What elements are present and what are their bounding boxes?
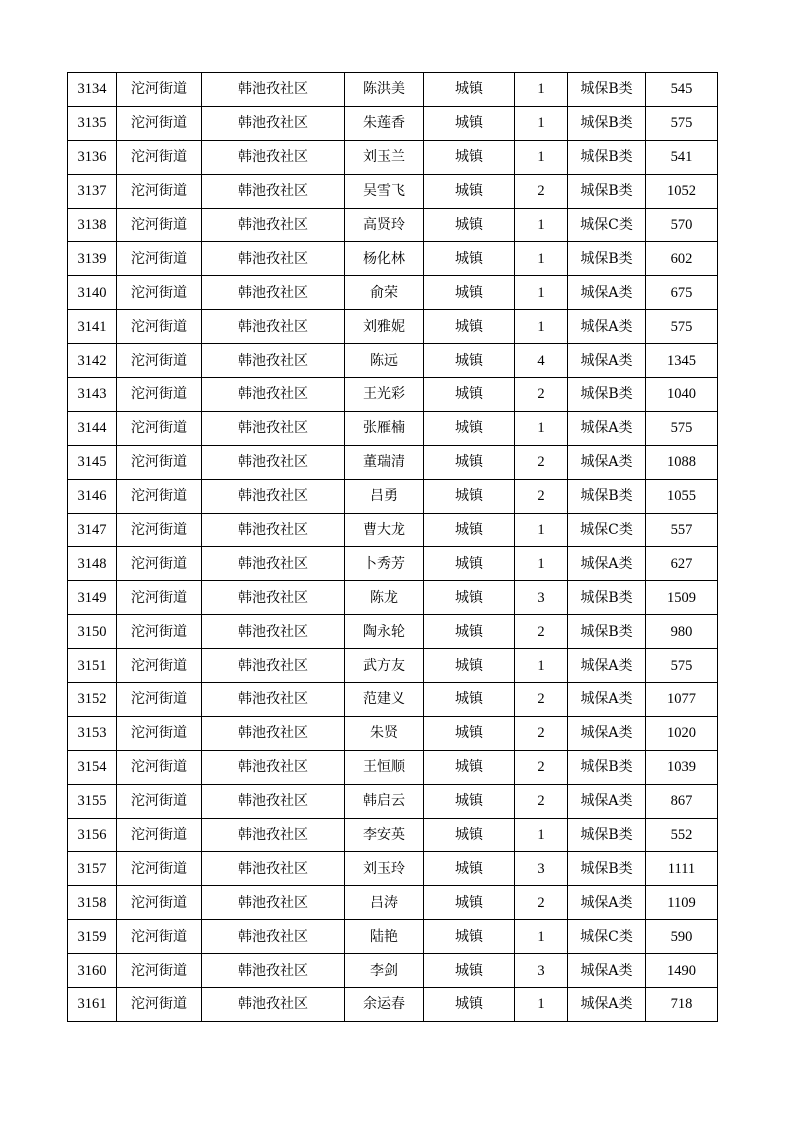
household-size-cell: 2 xyxy=(515,683,568,717)
subdistrict-cell: 沱河街道 xyxy=(117,208,202,242)
name-cell: 陆艳 xyxy=(345,920,424,954)
community-cell: 韩池孜社区 xyxy=(202,818,345,852)
insurance-category-cell: 城保B类 xyxy=(568,615,646,649)
amount-cell: 545 xyxy=(646,73,718,107)
table-row xyxy=(68,988,718,1022)
amount-cell: 867 xyxy=(646,784,718,818)
household-type-cell: 城镇 xyxy=(424,988,515,1022)
household-type-cell: 城镇 xyxy=(424,615,515,649)
amount-cell: 1509 xyxy=(646,581,718,615)
household-type-cell: 城镇 xyxy=(424,750,515,784)
household-size-cell: 2 xyxy=(515,716,568,750)
name-cell: 韩启云 xyxy=(345,784,424,818)
amount-cell: 1088 xyxy=(646,445,718,479)
household-size-cell: 1 xyxy=(515,106,568,140)
table-row xyxy=(68,140,718,174)
table-row xyxy=(68,513,718,547)
amount-cell: 552 xyxy=(646,818,718,852)
insurance-category-cell: 城保A类 xyxy=(568,310,646,344)
subdistrict-cell: 沱河街道 xyxy=(117,513,202,547)
amount-cell: 1077 xyxy=(646,683,718,717)
community-cell: 韩池孜社区 xyxy=(202,106,345,140)
household-type-cell: 城镇 xyxy=(424,886,515,920)
table-row xyxy=(68,954,718,988)
subdistrict-cell: 沱河街道 xyxy=(117,310,202,344)
household-size-cell: 1 xyxy=(515,310,568,344)
community-cell: 韩池孜社区 xyxy=(202,716,345,750)
household-type-cell: 城镇 xyxy=(424,344,515,378)
serial-number-cell: 3151 xyxy=(68,649,117,683)
insurance-category-cell: 城保A类 xyxy=(568,784,646,818)
subdistrict-cell: 沱河街道 xyxy=(117,140,202,174)
table-row xyxy=(68,920,718,954)
insurance-category-cell: 城保A类 xyxy=(568,886,646,920)
community-cell: 韩池孜社区 xyxy=(202,547,345,581)
insurance-category-cell: 城保B类 xyxy=(568,106,646,140)
serial-number-cell: 3154 xyxy=(68,750,117,784)
household-type-cell: 城镇 xyxy=(424,140,515,174)
name-cell: 俞荣 xyxy=(345,276,424,310)
insurance-category-cell: 城保C类 xyxy=(568,920,646,954)
community-cell: 韩池孜社区 xyxy=(202,378,345,412)
name-cell: 刘雅妮 xyxy=(345,310,424,344)
serial-number-cell: 3150 xyxy=(68,615,117,649)
household-type-cell: 城镇 xyxy=(424,818,515,852)
serial-number-cell: 3159 xyxy=(68,920,117,954)
amount-cell: 675 xyxy=(646,276,718,310)
serial-number-cell: 3142 xyxy=(68,344,117,378)
insurance-category-cell: 城保A类 xyxy=(568,344,646,378)
insurance-category-cell: 城保B类 xyxy=(568,242,646,276)
insurance-category-cell: 城保C类 xyxy=(568,513,646,547)
household-type-cell: 城镇 xyxy=(424,581,515,615)
subdistrict-cell: 沱河街道 xyxy=(117,242,202,276)
subdistrict-cell: 沱河街道 xyxy=(117,784,202,818)
table-row xyxy=(68,411,718,445)
community-cell: 韩池孜社区 xyxy=(202,242,345,276)
insurance-category-cell: 城保A类 xyxy=(568,547,646,581)
household-type-cell: 城镇 xyxy=(424,547,515,581)
table-row xyxy=(68,378,718,412)
household-type-cell: 城镇 xyxy=(424,174,515,208)
community-cell: 韩池孜社区 xyxy=(202,73,345,107)
serial-number-cell: 3137 xyxy=(68,174,117,208)
name-cell: 吕勇 xyxy=(345,479,424,513)
insurance-category-cell: 城保C类 xyxy=(568,208,646,242)
community-cell: 韩池孜社区 xyxy=(202,411,345,445)
insurance-category-cell: 城保A类 xyxy=(568,683,646,717)
community-cell: 韩池孜社区 xyxy=(202,886,345,920)
subdistrict-cell: 沱河街道 xyxy=(117,581,202,615)
household-size-cell: 1 xyxy=(515,73,568,107)
serial-number-cell: 3134 xyxy=(68,73,117,107)
serial-number-cell: 3139 xyxy=(68,242,117,276)
table-row xyxy=(68,649,718,683)
table-row xyxy=(68,73,718,107)
household-type-cell: 城镇 xyxy=(424,378,515,412)
insurance-category-cell: 城保A类 xyxy=(568,445,646,479)
insurance-category-cell: 城保B类 xyxy=(568,750,646,784)
serial-number-cell: 3158 xyxy=(68,886,117,920)
serial-number-cell: 3146 xyxy=(68,479,117,513)
subdistrict-cell: 沱河街道 xyxy=(117,106,202,140)
table-body xyxy=(68,73,718,1022)
serial-number-cell: 3156 xyxy=(68,818,117,852)
table-row xyxy=(68,479,718,513)
table-row xyxy=(68,581,718,615)
insurance-category-cell: 城保A类 xyxy=(568,988,646,1022)
insurance-category-cell: 城保A类 xyxy=(568,649,646,683)
table-row xyxy=(68,818,718,852)
serial-number-cell: 3143 xyxy=(68,378,117,412)
subdistrict-cell: 沱河街道 xyxy=(117,547,202,581)
household-type-cell: 城镇 xyxy=(424,73,515,107)
amount-cell: 1052 xyxy=(646,174,718,208)
subdistrict-cell: 沱河街道 xyxy=(117,988,202,1022)
name-cell: 朱莲香 xyxy=(345,106,424,140)
table-row xyxy=(68,445,718,479)
name-cell: 余运春 xyxy=(345,988,424,1022)
subdistrict-cell: 沱河街道 xyxy=(117,378,202,412)
community-cell: 韩池孜社区 xyxy=(202,208,345,242)
subdistrict-cell: 沱河街道 xyxy=(117,174,202,208)
name-cell: 陶永轮 xyxy=(345,615,424,649)
community-cell: 韩池孜社区 xyxy=(202,852,345,886)
table-row xyxy=(68,208,718,242)
community-cell: 韩池孜社区 xyxy=(202,615,345,649)
table-row xyxy=(68,547,718,581)
insurance-category-cell: 城保B类 xyxy=(568,852,646,886)
household-size-cell: 1 xyxy=(515,411,568,445)
amount-cell: 980 xyxy=(646,615,718,649)
community-cell: 韩池孜社区 xyxy=(202,954,345,988)
amount-cell: 1039 xyxy=(646,750,718,784)
household-size-cell: 4 xyxy=(515,344,568,378)
amount-cell: 1055 xyxy=(646,479,718,513)
household-size-cell: 1 xyxy=(515,513,568,547)
subdistrict-cell: 沱河街道 xyxy=(117,73,202,107)
amount-cell: 575 xyxy=(646,649,718,683)
community-cell: 韩池孜社区 xyxy=(202,445,345,479)
household-size-cell: 3 xyxy=(515,852,568,886)
subdistrict-cell: 沱河街道 xyxy=(117,852,202,886)
insurance-category-cell: 城保A类 xyxy=(568,954,646,988)
insurance-category-cell: 城保B类 xyxy=(568,73,646,107)
household-size-cell: 1 xyxy=(515,920,568,954)
amount-cell: 590 xyxy=(646,920,718,954)
serial-number-cell: 3141 xyxy=(68,310,117,344)
household-type-cell: 城镇 xyxy=(424,411,515,445)
household-size-cell: 2 xyxy=(515,174,568,208)
insurance-category-cell: 城保A类 xyxy=(568,411,646,445)
subdistrict-cell: 沱河街道 xyxy=(117,683,202,717)
household-type-cell: 城镇 xyxy=(424,954,515,988)
name-cell: 范建义 xyxy=(345,683,424,717)
serial-number-cell: 3147 xyxy=(68,513,117,547)
household-size-cell: 2 xyxy=(515,784,568,818)
table-row xyxy=(68,615,718,649)
household-type-cell: 城镇 xyxy=(424,649,515,683)
name-cell: 刘玉玲 xyxy=(345,852,424,886)
subdistrict-cell: 沱河街道 xyxy=(117,445,202,479)
name-cell: 吴雪飞 xyxy=(345,174,424,208)
table-row xyxy=(68,784,718,818)
name-cell: 卜秀芳 xyxy=(345,547,424,581)
household-type-cell: 城镇 xyxy=(424,513,515,547)
subdistrict-cell: 沱河街道 xyxy=(117,411,202,445)
serial-number-cell: 3135 xyxy=(68,106,117,140)
insurance-category-cell: 城保B类 xyxy=(568,174,646,208)
name-cell: 李安英 xyxy=(345,818,424,852)
name-cell: 陈龙 xyxy=(345,581,424,615)
household-type-cell: 城镇 xyxy=(424,479,515,513)
name-cell: 李剑 xyxy=(345,954,424,988)
name-cell: 吕涛 xyxy=(345,886,424,920)
amount-cell: 541 xyxy=(646,140,718,174)
subdistrict-cell: 沱河街道 xyxy=(117,954,202,988)
serial-number-cell: 3140 xyxy=(68,276,117,310)
serial-number-cell: 3153 xyxy=(68,716,117,750)
table-row xyxy=(68,750,718,784)
name-cell: 陈远 xyxy=(345,344,424,378)
subdistrict-cell: 沱河街道 xyxy=(117,615,202,649)
insurance-category-cell: 城保A类 xyxy=(568,276,646,310)
community-cell: 韩池孜社区 xyxy=(202,344,345,378)
household-type-cell: 城镇 xyxy=(424,852,515,886)
serial-number-cell: 3161 xyxy=(68,988,117,1022)
community-cell: 韩池孜社区 xyxy=(202,784,345,818)
amount-cell: 1020 xyxy=(646,716,718,750)
household-size-cell: 2 xyxy=(515,886,568,920)
subdistrict-cell: 沱河街道 xyxy=(117,649,202,683)
amount-cell: 557 xyxy=(646,513,718,547)
serial-number-cell: 3148 xyxy=(68,547,117,581)
name-cell: 高贤玲 xyxy=(345,208,424,242)
household-size-cell: 2 xyxy=(515,378,568,412)
name-cell: 张雁楠 xyxy=(345,411,424,445)
table-row xyxy=(68,242,718,276)
household-type-cell: 城镇 xyxy=(424,920,515,954)
household-size-cell: 3 xyxy=(515,581,568,615)
community-cell: 韩池孜社区 xyxy=(202,683,345,717)
name-cell: 杨化林 xyxy=(345,242,424,276)
serial-number-cell: 3149 xyxy=(68,581,117,615)
household-size-cell: 1 xyxy=(515,649,568,683)
subdistrict-cell: 沱河街道 xyxy=(117,750,202,784)
table-row xyxy=(68,174,718,208)
household-type-cell: 城镇 xyxy=(424,276,515,310)
insurance-category-cell: 城保B类 xyxy=(568,140,646,174)
household-size-cell: 1 xyxy=(515,242,568,276)
name-cell: 曹大龙 xyxy=(345,513,424,547)
serial-number-cell: 3155 xyxy=(68,784,117,818)
amount-cell: 602 xyxy=(646,242,718,276)
table-row xyxy=(68,852,718,886)
serial-number-cell: 3144 xyxy=(68,411,117,445)
community-cell: 韩池孜社区 xyxy=(202,750,345,784)
household-type-cell: 城镇 xyxy=(424,242,515,276)
serial-number-cell: 3136 xyxy=(68,140,117,174)
community-cell: 韩池孜社区 xyxy=(202,174,345,208)
data-table xyxy=(67,72,718,1022)
household-size-cell: 2 xyxy=(515,750,568,784)
community-cell: 韩池孜社区 xyxy=(202,513,345,547)
name-cell: 王光彩 xyxy=(345,378,424,412)
community-cell: 韩池孜社区 xyxy=(202,988,345,1022)
household-size-cell: 1 xyxy=(515,276,568,310)
amount-cell: 627 xyxy=(646,547,718,581)
household-size-cell: 1 xyxy=(515,140,568,174)
household-size-cell: 3 xyxy=(515,954,568,988)
insurance-category-cell: 城保B类 xyxy=(568,818,646,852)
community-cell: 韩池孜社区 xyxy=(202,581,345,615)
insurance-category-cell: 城保B类 xyxy=(568,378,646,412)
subdistrict-cell: 沱河街道 xyxy=(117,344,202,378)
subdistrict-cell: 沱河街道 xyxy=(117,716,202,750)
name-cell: 刘玉兰 xyxy=(345,140,424,174)
household-type-cell: 城镇 xyxy=(424,208,515,242)
table-row xyxy=(68,106,718,140)
serial-number-cell: 3145 xyxy=(68,445,117,479)
name-cell: 董瑞清 xyxy=(345,445,424,479)
serial-number-cell: 3138 xyxy=(68,208,117,242)
table-row xyxy=(68,344,718,378)
community-cell: 韩池孜社区 xyxy=(202,140,345,174)
insurance-category-cell: 城保A类 xyxy=(568,716,646,750)
serial-number-cell: 3160 xyxy=(68,954,117,988)
amount-cell: 575 xyxy=(646,106,718,140)
household-size-cell: 2 xyxy=(515,479,568,513)
household-type-cell: 城镇 xyxy=(424,683,515,717)
name-cell: 陈洪美 xyxy=(345,73,424,107)
subdistrict-cell: 沱河街道 xyxy=(117,920,202,954)
amount-cell: 718 xyxy=(646,988,718,1022)
community-cell: 韩池孜社区 xyxy=(202,310,345,344)
table-row xyxy=(68,886,718,920)
amount-cell: 1490 xyxy=(646,954,718,988)
name-cell: 朱贤 xyxy=(345,716,424,750)
amount-cell: 575 xyxy=(646,310,718,344)
insurance-category-cell: 城保B类 xyxy=(568,581,646,615)
subdistrict-cell: 沱河街道 xyxy=(117,276,202,310)
community-cell: 韩池孜社区 xyxy=(202,276,345,310)
subdistrict-cell: 沱河街道 xyxy=(117,818,202,852)
household-size-cell: 2 xyxy=(515,445,568,479)
amount-cell: 1109 xyxy=(646,886,718,920)
community-cell: 韩池孜社区 xyxy=(202,479,345,513)
table-row xyxy=(68,683,718,717)
amount-cell: 1111 xyxy=(646,852,718,886)
household-size-cell: 1 xyxy=(515,988,568,1022)
name-cell: 武方友 xyxy=(345,649,424,683)
community-cell: 韩池孜社区 xyxy=(202,649,345,683)
subdistrict-cell: 沱河街道 xyxy=(117,479,202,513)
amount-cell: 570 xyxy=(646,208,718,242)
amount-cell: 1345 xyxy=(646,344,718,378)
amount-cell: 575 xyxy=(646,411,718,445)
household-type-cell: 城镇 xyxy=(424,310,515,344)
household-type-cell: 城镇 xyxy=(424,784,515,818)
insurance-category-cell: 城保B类 xyxy=(568,479,646,513)
household-size-cell: 1 xyxy=(515,208,568,242)
table-row xyxy=(68,310,718,344)
household-type-cell: 城镇 xyxy=(424,716,515,750)
subdistrict-cell: 沱河街道 xyxy=(117,886,202,920)
community-cell: 韩池孜社区 xyxy=(202,920,345,954)
household-type-cell: 城镇 xyxy=(424,106,515,140)
table-row xyxy=(68,276,718,310)
household-type-cell: 城镇 xyxy=(424,445,515,479)
serial-number-cell: 3152 xyxy=(68,683,117,717)
household-size-cell: 2 xyxy=(515,615,568,649)
amount-cell: 1040 xyxy=(646,378,718,412)
name-cell: 王恒顺 xyxy=(345,750,424,784)
table-row xyxy=(68,716,718,750)
household-size-cell: 1 xyxy=(515,547,568,581)
serial-number-cell: 3157 xyxy=(68,852,117,886)
household-size-cell: 1 xyxy=(515,818,568,852)
